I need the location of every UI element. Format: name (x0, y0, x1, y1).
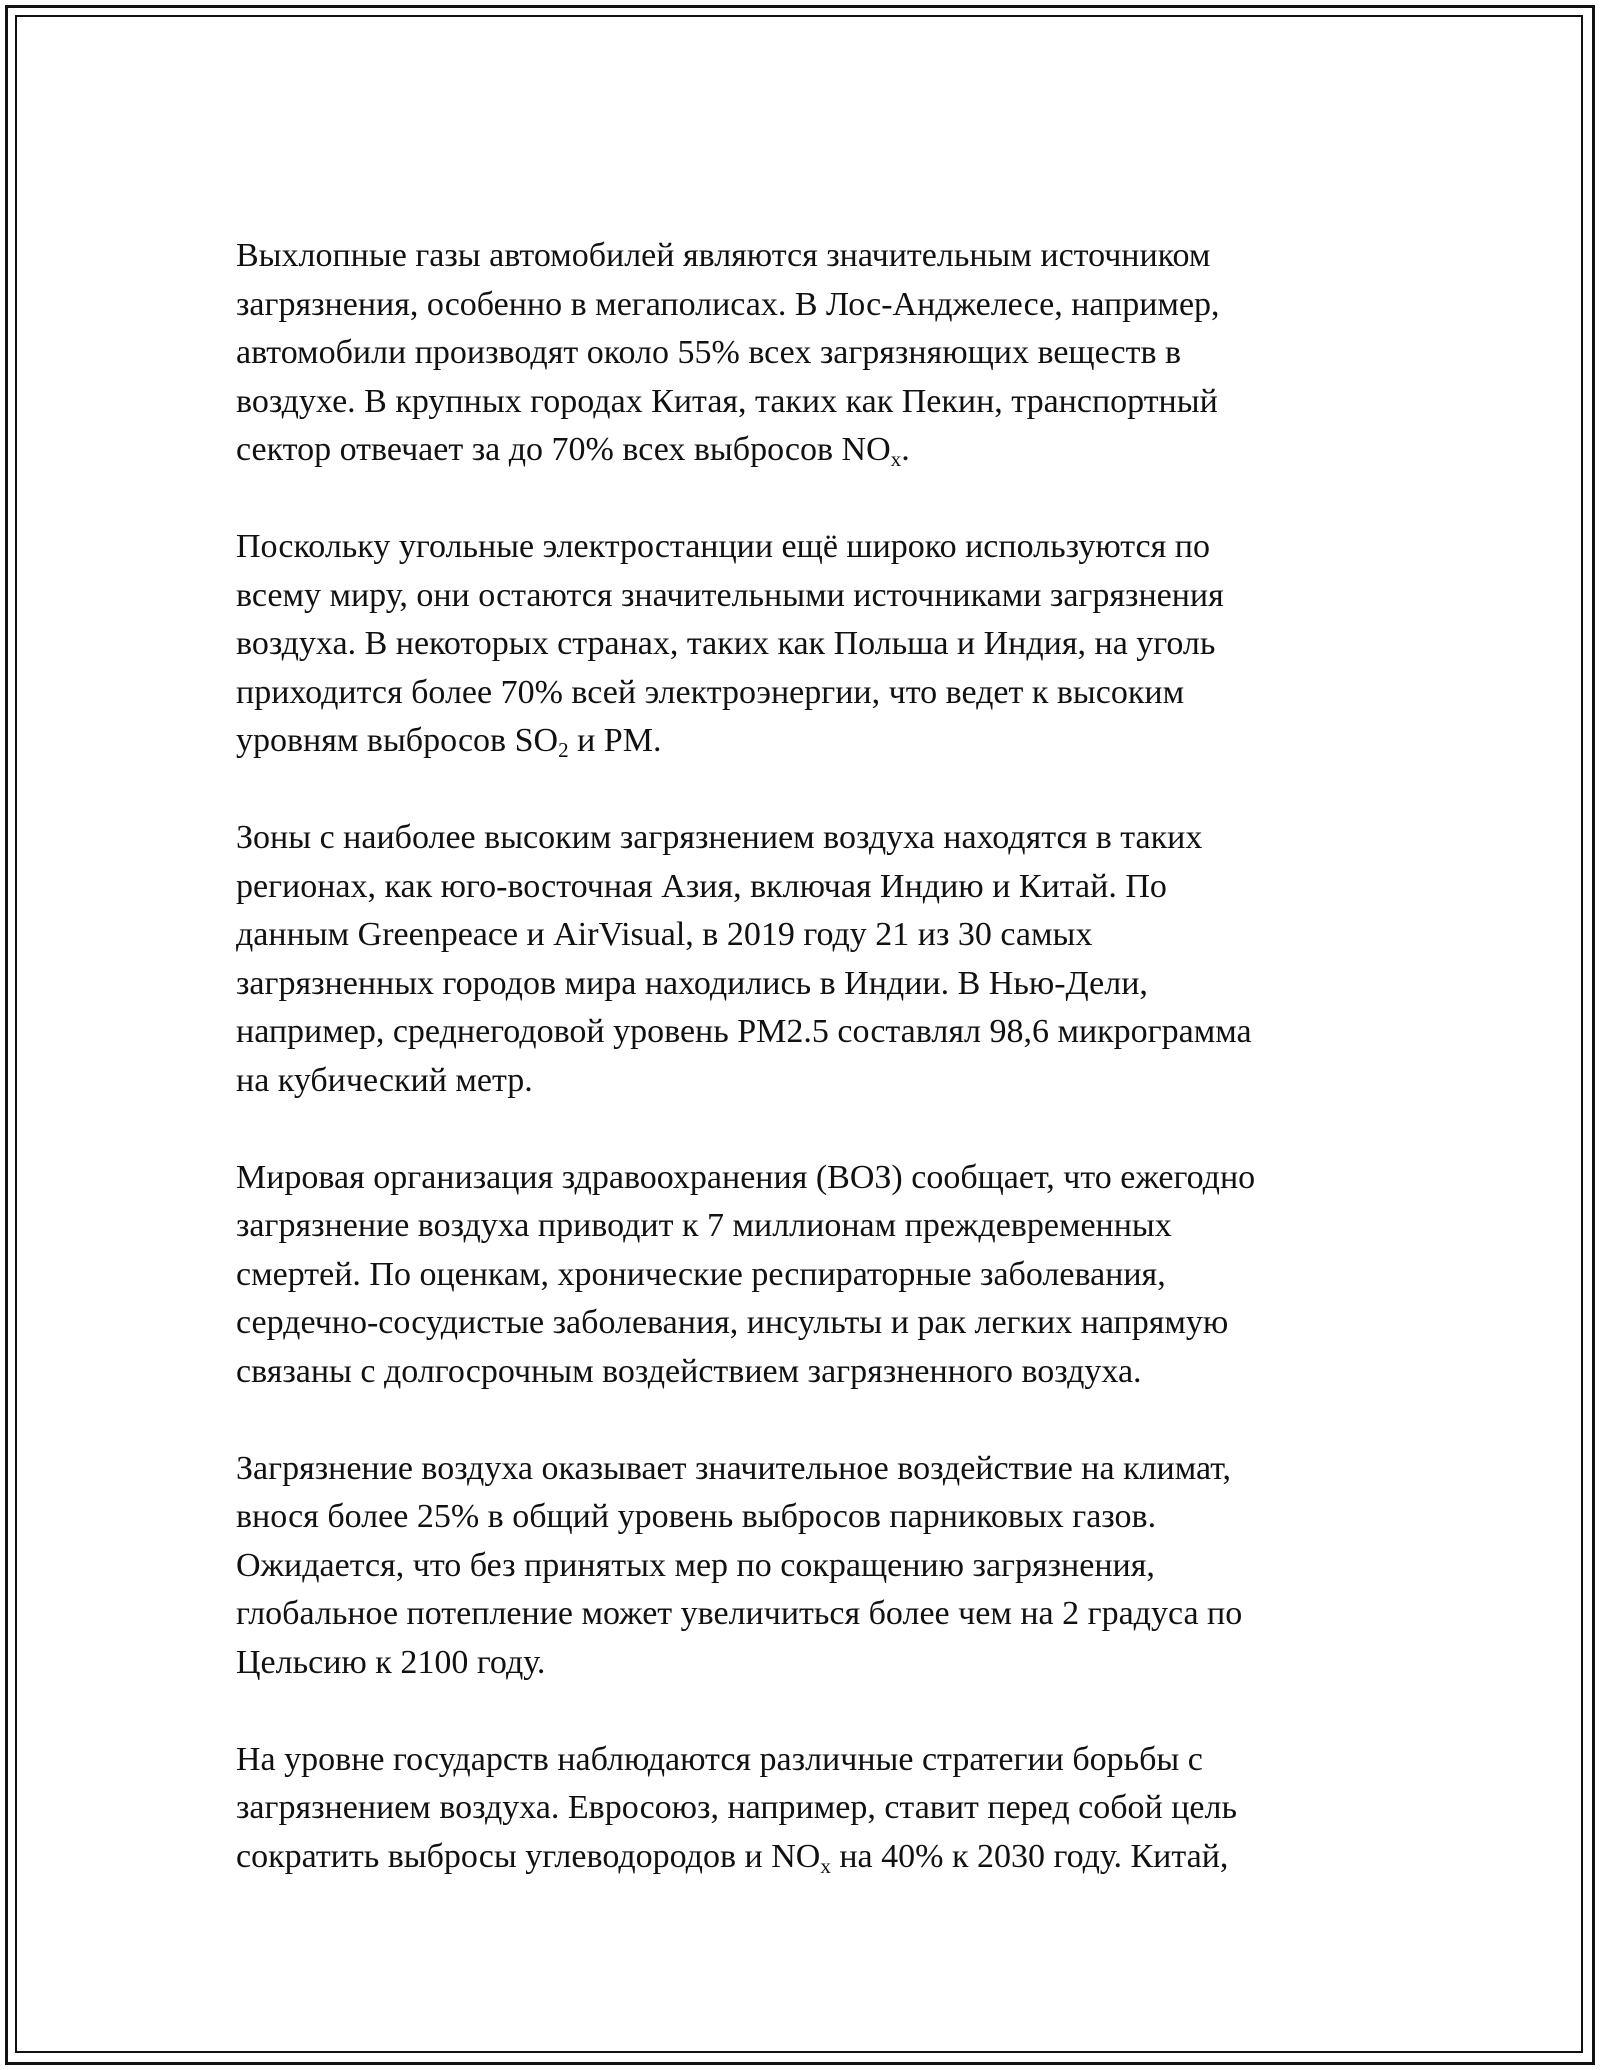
paragraph (236, 232, 1356, 475)
text-line (236, 669, 1356, 718)
text-run: уровням выбросов SO (236, 722, 559, 759)
text-run: На уровне государств наблюдаются различные стратегии борьбы с (236, 1740, 1203, 1778)
text-run: автомобили производят около 55% всех загрязняющих веществ в (236, 334, 1182, 371)
text-run: Загрязнение воздуха оказывает значительное воздействие на климат, (236, 1449, 1232, 1487)
text-line (236, 960, 1356, 1009)
text-run: данным Greenpeace и AirVisual, в 2019 году 21 из 30 самых (236, 916, 1093, 953)
text-run: воздуха. В некоторых странах, таких как Польша и Индия, на уголь (236, 625, 1216, 662)
paragraph (236, 1736, 1356, 1882)
text-run: загрязнение воздуха приводит к 7 миллионам преждевременных (236, 1207, 1172, 1244)
text-run: сектор отвечает за до 70% всех выбросов NO (236, 431, 891, 468)
text-line (236, 1251, 1356, 1300)
text-run: . (901, 431, 910, 468)
text-run: глобальное потепление может увеличиться более чем на 2 градуса по (236, 1595, 1243, 1632)
text-run: Мировая организация здравоохранения (ВОЗ) сообщает, что ежегодно (236, 1158, 1256, 1196)
subscript: x (890, 446, 902, 471)
text-run: загрязненных городов мира находились в Индии. В Нью-Дели, (236, 964, 1148, 1002)
text-line (236, 911, 1356, 960)
subscript: 2 (558, 737, 569, 762)
paragraph (236, 523, 1356, 766)
text-run: Ожидается, что без принятых мер по сокращению загрязнения, (236, 1546, 1155, 1584)
text-run: Поскольку угольные электростанции ещё широко используются по (236, 528, 1210, 565)
text-run: связаны с долгосрочным воздействием загрязненного воздуха. (236, 1352, 1142, 1390)
text-run: смертей. По оценкам, хронические респираторные заболевания, (236, 1255, 1166, 1293)
text-line (236, 1008, 1356, 1057)
text-line (236, 1542, 1356, 1591)
text-line (236, 620, 1356, 669)
text-line (236, 1736, 1356, 1785)
text-run: на кубический метр. (236, 1061, 533, 1099)
text-run: воздухе. В крупных городах Китая, таких как Пекин, транспортный (236, 382, 1218, 420)
text-run: загрязнения, особенно в мегаполисах. В Лос-Анджелесе, например, (236, 285, 1220, 323)
text-line (236, 814, 1356, 863)
text-run: Зоны с наиболее высоким загрязнением воздуха находятся в таких (236, 819, 1203, 856)
document-body (236, 232, 1356, 1930)
text-line (236, 1639, 1356, 1688)
text-line (236, 1784, 1356, 1833)
text-line (236, 717, 1356, 766)
text-run: всему миру, они остаются значительными источниками загрязнения (236, 576, 1224, 614)
text-run: например, среднегодовой уровень PM2.5 составлял 98,6 микрограмма (236, 1013, 1252, 1050)
text-line (236, 232, 1356, 281)
text-run: регионах, как юго-восточная Азия, включая Индию и Китай. По (236, 867, 1167, 905)
text-line (236, 1154, 1356, 1203)
text-line (236, 1445, 1356, 1494)
paragraph (236, 1445, 1356, 1688)
text-line (236, 572, 1356, 621)
text-line (236, 1202, 1356, 1251)
paragraph (236, 814, 1356, 1105)
text-run: сердечно-сосудистые заболевания, инсульты и рак легких напрямую (236, 1304, 1229, 1341)
text-run: на 40% к 2030 году. Китай, (830, 1837, 1229, 1875)
text-line (236, 1057, 1356, 1106)
text-line (236, 378, 1356, 427)
text-line (236, 281, 1356, 330)
text-run: загрязнением воздуха. Евросоюз, например, ставит перед собой цель (236, 1789, 1237, 1826)
text-line (236, 1590, 1356, 1639)
text-line (236, 523, 1356, 572)
text-run: приходится более 70% всей электроэнергии, что ведет к высоким (236, 673, 1185, 711)
text-line (236, 1833, 1356, 1882)
text-run: Цельсию к 2100 году. (236, 1643, 546, 1681)
text-line (236, 426, 1356, 475)
text-line (236, 1299, 1356, 1348)
text-run: сократить выбросы углеводородов и NO (236, 1837, 821, 1875)
text-line (236, 863, 1356, 912)
text-run: и PM. (568, 722, 662, 759)
subscript: x (820, 1853, 831, 1878)
text-line (236, 329, 1356, 378)
text-line (236, 1348, 1356, 1397)
text-line (236, 1493, 1356, 1542)
text-run: Выхлопные газы автомобилей являются значительным источником (236, 237, 1211, 274)
text-run: внося более 25% в общий уровень выбросов парниковых газов. (236, 1498, 1157, 1535)
paragraph (236, 1154, 1356, 1397)
